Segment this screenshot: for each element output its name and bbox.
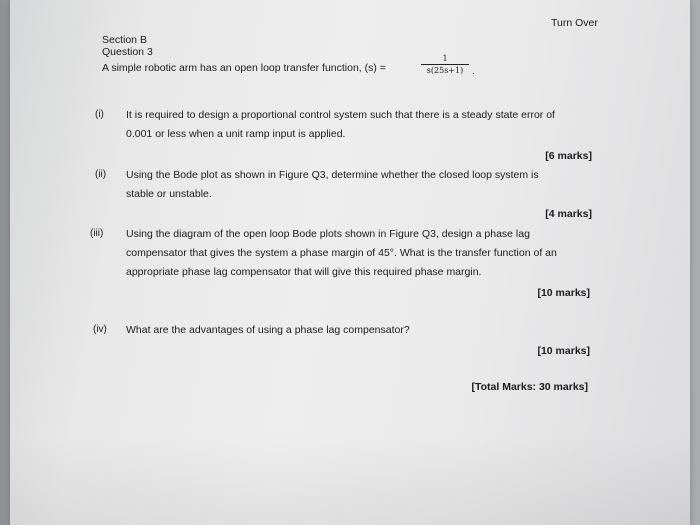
turn-over-label: Turn Over (551, 17, 598, 29)
part-ii-marks: [4 marks] (545, 208, 592, 220)
fraction-numerator: 1 (442, 54, 448, 63)
part-iv-marks: [10 marks] (537, 345, 590, 357)
fraction-denominator: s(25s+1) (426, 66, 464, 75)
fraction-bar (421, 64, 469, 65)
part-ii-numeral: (ii) (95, 169, 107, 180)
total-marks: [Total Marks: 30 marks] (471, 381, 588, 393)
part-i-marks: [6 marks] (545, 150, 592, 162)
part-ii-line-2: stable or unstable. (126, 188, 212, 200)
question-stem: A simple robotic arm has an open loop transfer function, (s) = (102, 62, 386, 74)
part-iv-numeral: (iv) (93, 324, 107, 335)
part-iv-line-1: What are the advantages of using a phase lag compensator? (126, 324, 410, 336)
transfer-function-fraction (421, 54, 469, 75)
part-iii-line-3: appropriate phase lag compensator that will give this required phase margin. (126, 266, 482, 278)
part-iii-marks: [10 marks] (537, 287, 590, 299)
part-iii-line-2: compensator that gives the system a phase margin of 45°. What is the transfer function of an (126, 247, 557, 259)
part-iii-numeral: (iii) (90, 228, 104, 239)
question-heading: Question 3 (102, 46, 153, 58)
stem-period: . (472, 66, 475, 77)
part-i-line-1: It is required to design a proportional control system such that there is a steady state error of (126, 109, 555, 121)
section-heading: Section B (102, 34, 147, 46)
part-i-numeral: (i) (95, 109, 104, 120)
part-iii-line-1: Using the diagram of the open loop Bode plots shown in Figure Q3, design a phase lag (126, 228, 530, 240)
part-ii-line-1: Using the Bode plot as shown in Figure Q3, determine whether the closed loop system is (126, 169, 539, 181)
page-shadow (10, 435, 690, 525)
part-i-line-2: 0.001 or less when a unit ramp input is applied. (126, 128, 346, 140)
exam-page (10, 0, 690, 525)
